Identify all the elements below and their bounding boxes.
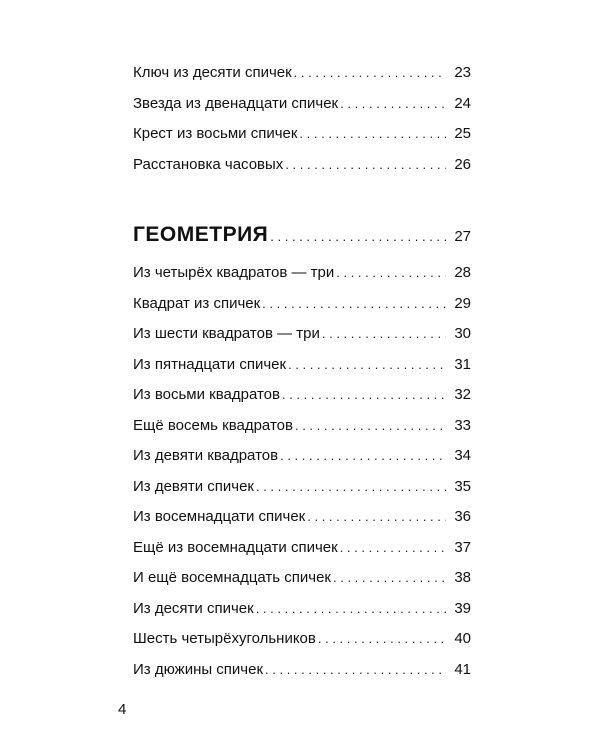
toc-leader-dots: [280, 441, 446, 472]
toc-entry-page: 23: [454, 64, 471, 81]
toc-entry-page: 35: [454, 477, 471, 495]
toc-entry-page: 25: [454, 125, 471, 142]
toc-entry-title: И ещё восемнадцать спичек: [133, 569, 331, 586]
toc-entry-title: Из шести квадратов — три: [133, 325, 320, 342]
toc-entry-title: Квадрат из спичек: [133, 294, 261, 312]
toc-entry-page: 33: [454, 416, 471, 434]
toc-entry-page: 32: [454, 386, 471, 403]
toc-entry: [133, 502, 471, 533]
toc-entry-title: Из восемнадцати спичек: [133, 508, 306, 525]
toc-entry: [133, 655, 471, 686]
toc-leader-dots: [288, 350, 446, 381]
toc-leader-dots: [318, 624, 446, 655]
toc-leader-dots: [294, 58, 446, 89]
toc-entry: [133, 258, 471, 289]
toc-entry-title: Ещё из восемнадцати спичек: [133, 538, 338, 556]
toc-leader-dots: [322, 319, 446, 350]
toc-entry-title: Ещё восемь квадратов: [133, 416, 293, 434]
toc-leader-dots: [282, 380, 446, 411]
toc-entry: [133, 350, 471, 381]
toc-entry: [133, 624, 471, 655]
toc-entry-page: 41: [454, 660, 471, 678]
toc-leader-dots: [340, 89, 446, 120]
toc-entry-title: Из десяти спичек: [133, 599, 254, 617]
section-title: ГЕОМЕТРИЯ: [133, 223, 269, 246]
toc-entry-title: Из восьми квадратов: [133, 386, 280, 403]
toc-entry: [133, 472, 471, 503]
section-page: 27: [454, 228, 471, 245]
toc-entry: [133, 89, 471, 120]
toc-leader-dots: [340, 533, 446, 564]
toc-entry-page: 26: [454, 155, 471, 173]
toc-entry-page: 36: [454, 508, 471, 525]
toc-leader-dots: [285, 150, 446, 181]
toc-entry-title: Звезда из двенадцати спичек: [133, 94, 339, 112]
toc-entry-page: 38: [454, 569, 471, 586]
toc-leader-dots: [333, 563, 446, 594]
toc-entry-page: 30: [454, 325, 471, 342]
toc-leader-dots: [256, 472, 446, 503]
toc-leader-dots: [256, 594, 446, 625]
toc-leader-dots: [299, 119, 446, 150]
toc-leader-dots: [262, 289, 446, 320]
toc-entry-title: Из дюжины спичек: [133, 660, 264, 678]
toc-entry-title: Из четырёх квадратов — три: [133, 264, 335, 281]
toc-leader-dots: [336, 258, 446, 289]
toc-entry-title: Из девяти квадратов: [133, 447, 279, 464]
toc-entry: [133, 58, 471, 89]
toc-entry-page: 37: [454, 538, 471, 556]
toc-entry: [133, 380, 471, 411]
toc-leader-dots: [307, 502, 446, 533]
section-heading: [133, 220, 471, 250]
toc-entry-title: Расстановка часовых: [133, 155, 284, 173]
toc-leader-dots: [295, 411, 446, 442]
toc-entry-title: Крест из восьми спичек: [133, 125, 298, 142]
toc-entry: [133, 594, 471, 625]
toc-entry-title: Из пятнадцати спичек: [133, 355, 287, 373]
toc-entry-page: 31: [454, 355, 471, 373]
toc-entry: [133, 411, 471, 442]
toc-continued-list: [133, 58, 471, 180]
toc-entry-page: 40: [454, 630, 471, 647]
toc-entry-page: 28: [454, 264, 471, 281]
toc-leader-dots: [265, 655, 446, 686]
toc-entry: [133, 441, 471, 472]
toc-entry: [133, 533, 471, 564]
toc-entry-title: Ключ из десяти спичек: [133, 64, 292, 81]
page-number: 4: [118, 701, 127, 718]
toc-entry: [133, 319, 471, 350]
toc-entry-page: 34: [454, 447, 471, 464]
toc-entry-page: 24: [454, 94, 471, 112]
toc-entry-page: 39: [454, 599, 471, 617]
toc-entry-page: 29: [454, 294, 471, 312]
toc-entry-title: Шесть четырёхугольников: [133, 630, 316, 647]
toc-entry: [133, 119, 471, 150]
toc-section-geometry: [133, 220, 471, 685]
toc-leader-dots: [270, 222, 446, 252]
toc-entry: [133, 563, 471, 594]
toc-entry-title: Из девяти спичек: [133, 477, 254, 495]
toc-entry: [133, 150, 471, 181]
toc-entry: [133, 289, 471, 320]
